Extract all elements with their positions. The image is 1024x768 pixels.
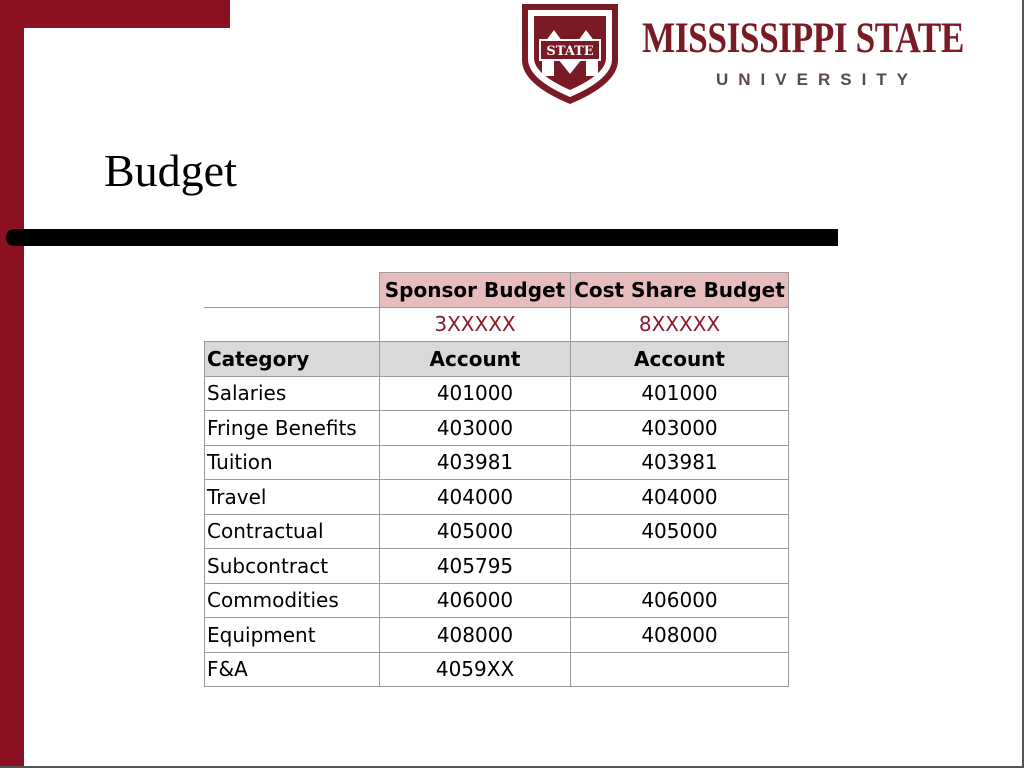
sponsor-budget-header: Sponsor Budget [380, 273, 571, 308]
column-label-row [205, 342, 789, 377]
category-cell: Salaries [205, 376, 380, 411]
sponsor-account-cell: 401000 [380, 376, 571, 411]
cost-share-account-code: 8XXXXX [571, 307, 789, 342]
slide-title: Budget [104, 145, 237, 196]
table-row [205, 583, 789, 618]
cost-share-account-cell: 408000 [571, 618, 789, 653]
cost-share-account-cell: 404000 [571, 480, 789, 515]
category-cell: F&A [205, 652, 380, 687]
sponsor-account-cell: 408000 [380, 618, 571, 653]
logo-subtitle: UNIVERSITY [716, 70, 919, 89]
table-header-row [205, 273, 789, 308]
sponsor-account-cell: 406000 [380, 583, 571, 618]
cost-share-account-cell: 405000 [571, 514, 789, 549]
category-cell: Subcontract [205, 549, 380, 584]
cost-share-account-cell: 406000 [571, 583, 789, 618]
cost-share-account-cell: 401000 [571, 376, 789, 411]
cost-share-budget-header: Cost Share Budget [571, 273, 789, 308]
table-row [205, 549, 789, 584]
table-row [205, 376, 789, 411]
table-row [205, 480, 789, 515]
top-maroon-band [0, 0, 230, 28]
shield-icon [518, 2, 622, 106]
category-cell: Tuition [205, 445, 380, 480]
table-row [205, 514, 789, 549]
cost-share-account-label: Account [571, 342, 789, 377]
title-divider [6, 229, 838, 246]
university-logo [518, 2, 1018, 106]
content-corner [24, 28, 50, 54]
category-cell: Contractual [205, 514, 380, 549]
blank-cell [205, 307, 380, 342]
logo-wordmark: MISSISSIPPI STATE [642, 15, 964, 62]
sponsor-account-cell: 405795 [380, 549, 571, 584]
table-row [205, 652, 789, 687]
category-cell: Commodities [205, 583, 380, 618]
sponsor-account-cell: 4059XX [380, 652, 571, 687]
table-row [205, 618, 789, 653]
blank-cell [205, 273, 380, 308]
sponsor-account-code: 3XXXXX [380, 307, 571, 342]
table-row [205, 411, 789, 446]
category-cell: Equipment [205, 618, 380, 653]
cost-share-account-cell [571, 549, 789, 584]
shield-text: STATE [546, 44, 594, 59]
sponsor-account-cell: 405000 [380, 514, 571, 549]
cost-share-account-cell: 403981 [571, 445, 789, 480]
sponsor-account-cell: 404000 [380, 480, 571, 515]
sponsor-account-label: Account [380, 342, 571, 377]
category-column-label: Category [205, 342, 380, 377]
account-code-row [205, 307, 789, 342]
category-cell: Fringe Benefits [205, 411, 380, 446]
left-maroon-band [0, 0, 24, 768]
cost-share-account-cell [571, 652, 789, 687]
sponsor-account-cell: 403000 [380, 411, 571, 446]
cost-share-account-cell: 403000 [571, 411, 789, 446]
budget-table [204, 272, 789, 687]
table-row [205, 445, 789, 480]
category-cell: Travel [205, 480, 380, 515]
sponsor-account-cell: 403981 [380, 445, 571, 480]
